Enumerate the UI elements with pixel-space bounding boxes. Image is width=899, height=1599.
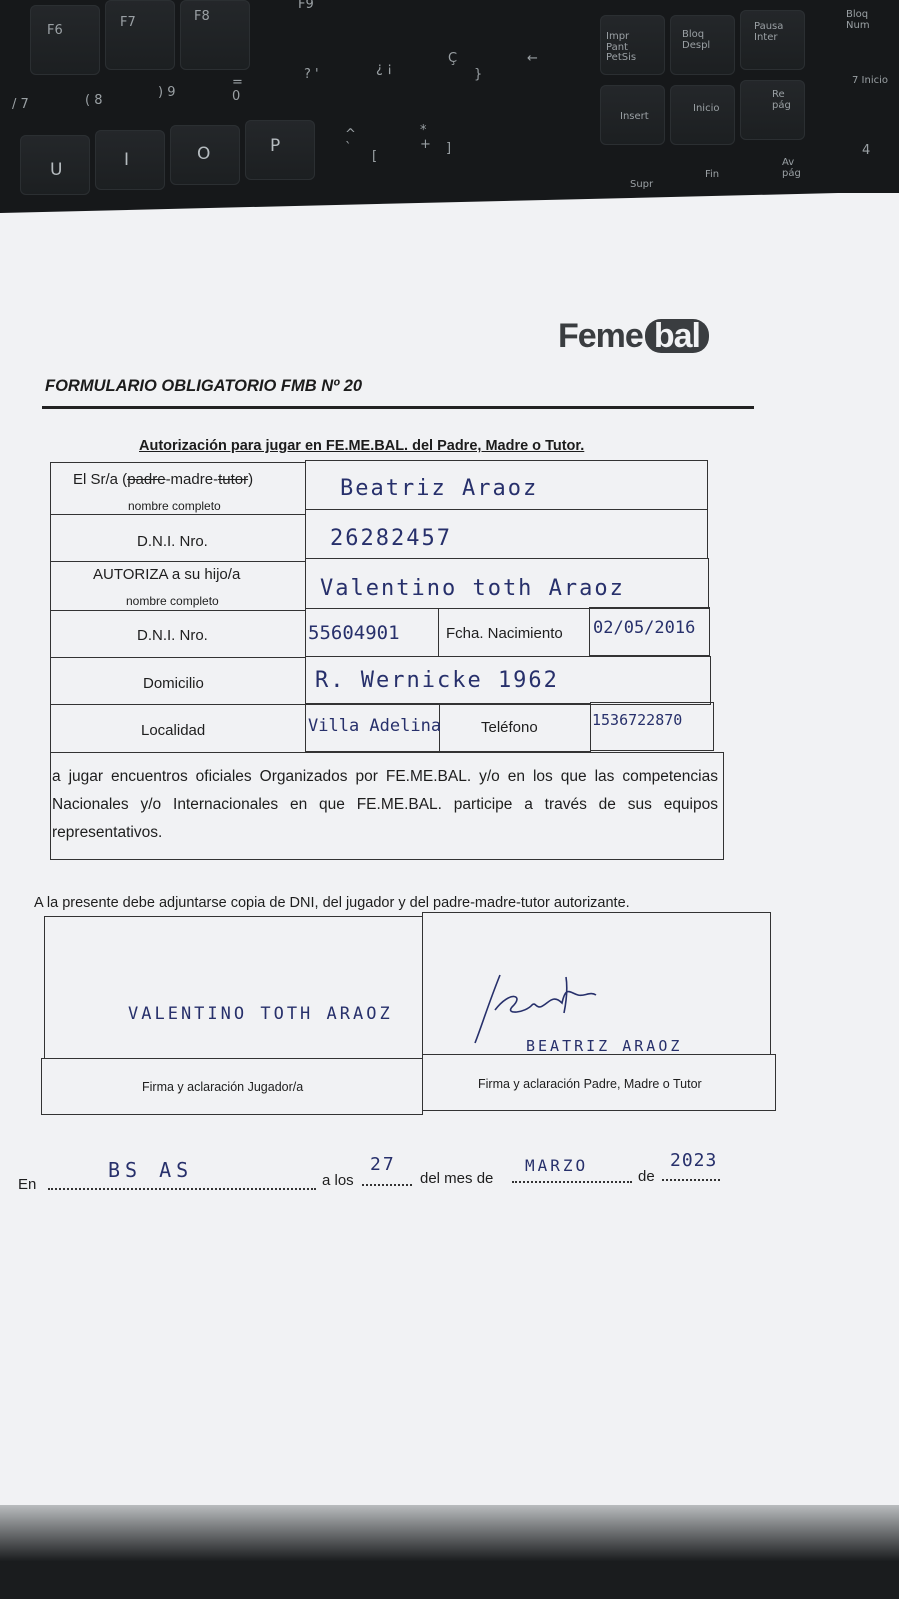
- parent-name-handwritten: BEATRIZ ARAOZ: [526, 1037, 683, 1055]
- child-sub-label: nombre completo: [126, 594, 219, 608]
- key: [670, 85, 735, 145]
- key-label: F7: [120, 15, 136, 30]
- desk-shadow: [0, 1505, 899, 1599]
- title-divider: [42, 406, 754, 409]
- key-label: Impr Pant PetSis: [606, 31, 637, 63]
- key-label: Re pág: [772, 89, 791, 111]
- child-label: AUTORIZA a su hijo/a: [93, 566, 241, 583]
- key-label: ) 9: [158, 85, 176, 100]
- key-label: Inicio: [693, 103, 720, 114]
- key-label: ]: [446, 141, 452, 156]
- key-label: ? ': [304, 67, 319, 82]
- form-subtitle: Autorización para jugar en FE.ME.BAL. del Padre, Madre o Tutor.: [139, 438, 585, 454]
- address-label: Domicilio: [143, 675, 204, 692]
- parent-name-handwritten: Beatriz Araoz: [340, 476, 539, 501]
- femebal-logo: [558, 317, 709, 356]
- key: [95, 130, 165, 190]
- date-del-mes-label: del mes de: [420, 1170, 494, 1187]
- parent-label: [73, 471, 253, 488]
- key-label: / 7: [12, 97, 29, 112]
- parent-label-part: -madre-: [165, 471, 219, 488]
- key-label: = 0: [232, 75, 243, 104]
- logo-pill-text: bal: [645, 319, 709, 353]
- place-dotted-line: [48, 1188, 316, 1190]
- parent-label-part: ): [248, 471, 254, 488]
- key-label: Bloq Num: [846, 9, 870, 31]
- date-en-label: En: [18, 1176, 37, 1193]
- dni-handwritten: 26282457: [330, 526, 452, 551]
- parent-caption: Firma y aclaración Padre, Madre o Tutor: [478, 1077, 702, 1091]
- year-handwritten: 2023: [670, 1150, 718, 1171]
- place-handwritten: BS AS: [108, 1158, 194, 1182]
- key-label: F8: [194, 9, 210, 24]
- parent-label-struck-padre: padre: [127, 471, 166, 488]
- key-label: * +: [420, 123, 431, 152]
- form-title: FORMULARIO OBLIGATORIO FMB Nº 20: [45, 377, 363, 395]
- day-handwritten: 27: [370, 1154, 396, 1175]
- key-label: F6: [47, 23, 63, 38]
- key-label: 4: [862, 143, 871, 158]
- key-label: 7 Inicio: [852, 75, 889, 86]
- player-signature-cell: [44, 916, 423, 1059]
- key-label: ←: [527, 51, 538, 66]
- child-dni-label: D.N.I. Nro.: [137, 627, 208, 644]
- date-a-los-label: a los: [322, 1172, 354, 1189]
- logo-main-text: Feme: [558, 317, 643, 355]
- locality-handwritten: Villa Adelina: [308, 716, 442, 736]
- key-label: [: [372, 149, 378, 164]
- key-label: Av pág: [782, 157, 801, 179]
- parent-label-struck-tutor: tutor: [218, 471, 249, 488]
- day-dotted-line: [362, 1184, 412, 1186]
- child-dni-handwritten: 55604901: [308, 622, 400, 644]
- key-label: F9: [298, 0, 314, 12]
- key-label: Pausa Inter: [754, 21, 784, 43]
- address-handwritten: R. Wernicke 1962: [315, 668, 559, 693]
- birth-label: Fcha. Nacimiento: [446, 625, 563, 642]
- key-label: ( 8: [85, 93, 103, 108]
- attachment-note: A la presente debe adjuntarse copia de DNI, del jugador y del padre-madre-tutor autorizante.: [34, 895, 630, 911]
- key-label: Fin: [705, 169, 720, 180]
- key: [30, 5, 100, 75]
- birth-date-handwritten: 02/05/2016: [593, 618, 696, 638]
- key-label: Ç: [448, 51, 458, 66]
- month-dotted-line: [512, 1181, 632, 1183]
- key-label: P: [270, 136, 281, 156]
- key: [105, 0, 175, 70]
- key-label: Insert: [620, 111, 649, 122]
- key-label: Bloq Despl: [682, 29, 711, 51]
- player-name-handwritten: VALENTINO TOTH ARAOZ: [128, 1004, 393, 1024]
- phone-label: Teléfono: [481, 719, 538, 736]
- authorization-body-text: a jugar encuentros oficiales Organizados por FE.ME.BAL. y/o en los que las competencias Nacionales y/o Internacionales en que FE.ME.BAL. participe a través de sus equipos representativos.: [52, 768, 718, 841]
- key-label: ¿ ¡: [376, 61, 393, 76]
- month-handwritten: MARZO: [525, 1156, 589, 1175]
- key-label: U: [50, 160, 63, 180]
- child-name-handwritten: Valentino toth Araoz: [320, 576, 625, 601]
- parent-sub-label: nombre completo: [128, 499, 221, 513]
- key-label: }: [474, 67, 483, 82]
- dni-label: D.N.I. Nro.: [137, 533, 208, 550]
- key-label: ^ `: [345, 127, 356, 156]
- key-label: Supr: [630, 179, 654, 190]
- parent-label-part: El Sr/a (: [73, 471, 128, 488]
- locality-label: Localidad: [141, 722, 206, 739]
- date-de-label: de: [638, 1168, 655, 1185]
- key-label: O: [197, 144, 211, 164]
- player-caption: Firma y aclaración Jugador/a: [142, 1080, 304, 1094]
- phone-handwritten: 1536722870: [592, 711, 683, 729]
- key: [180, 0, 250, 70]
- key-label: I: [124, 150, 130, 170]
- year-dotted-line: [662, 1179, 720, 1181]
